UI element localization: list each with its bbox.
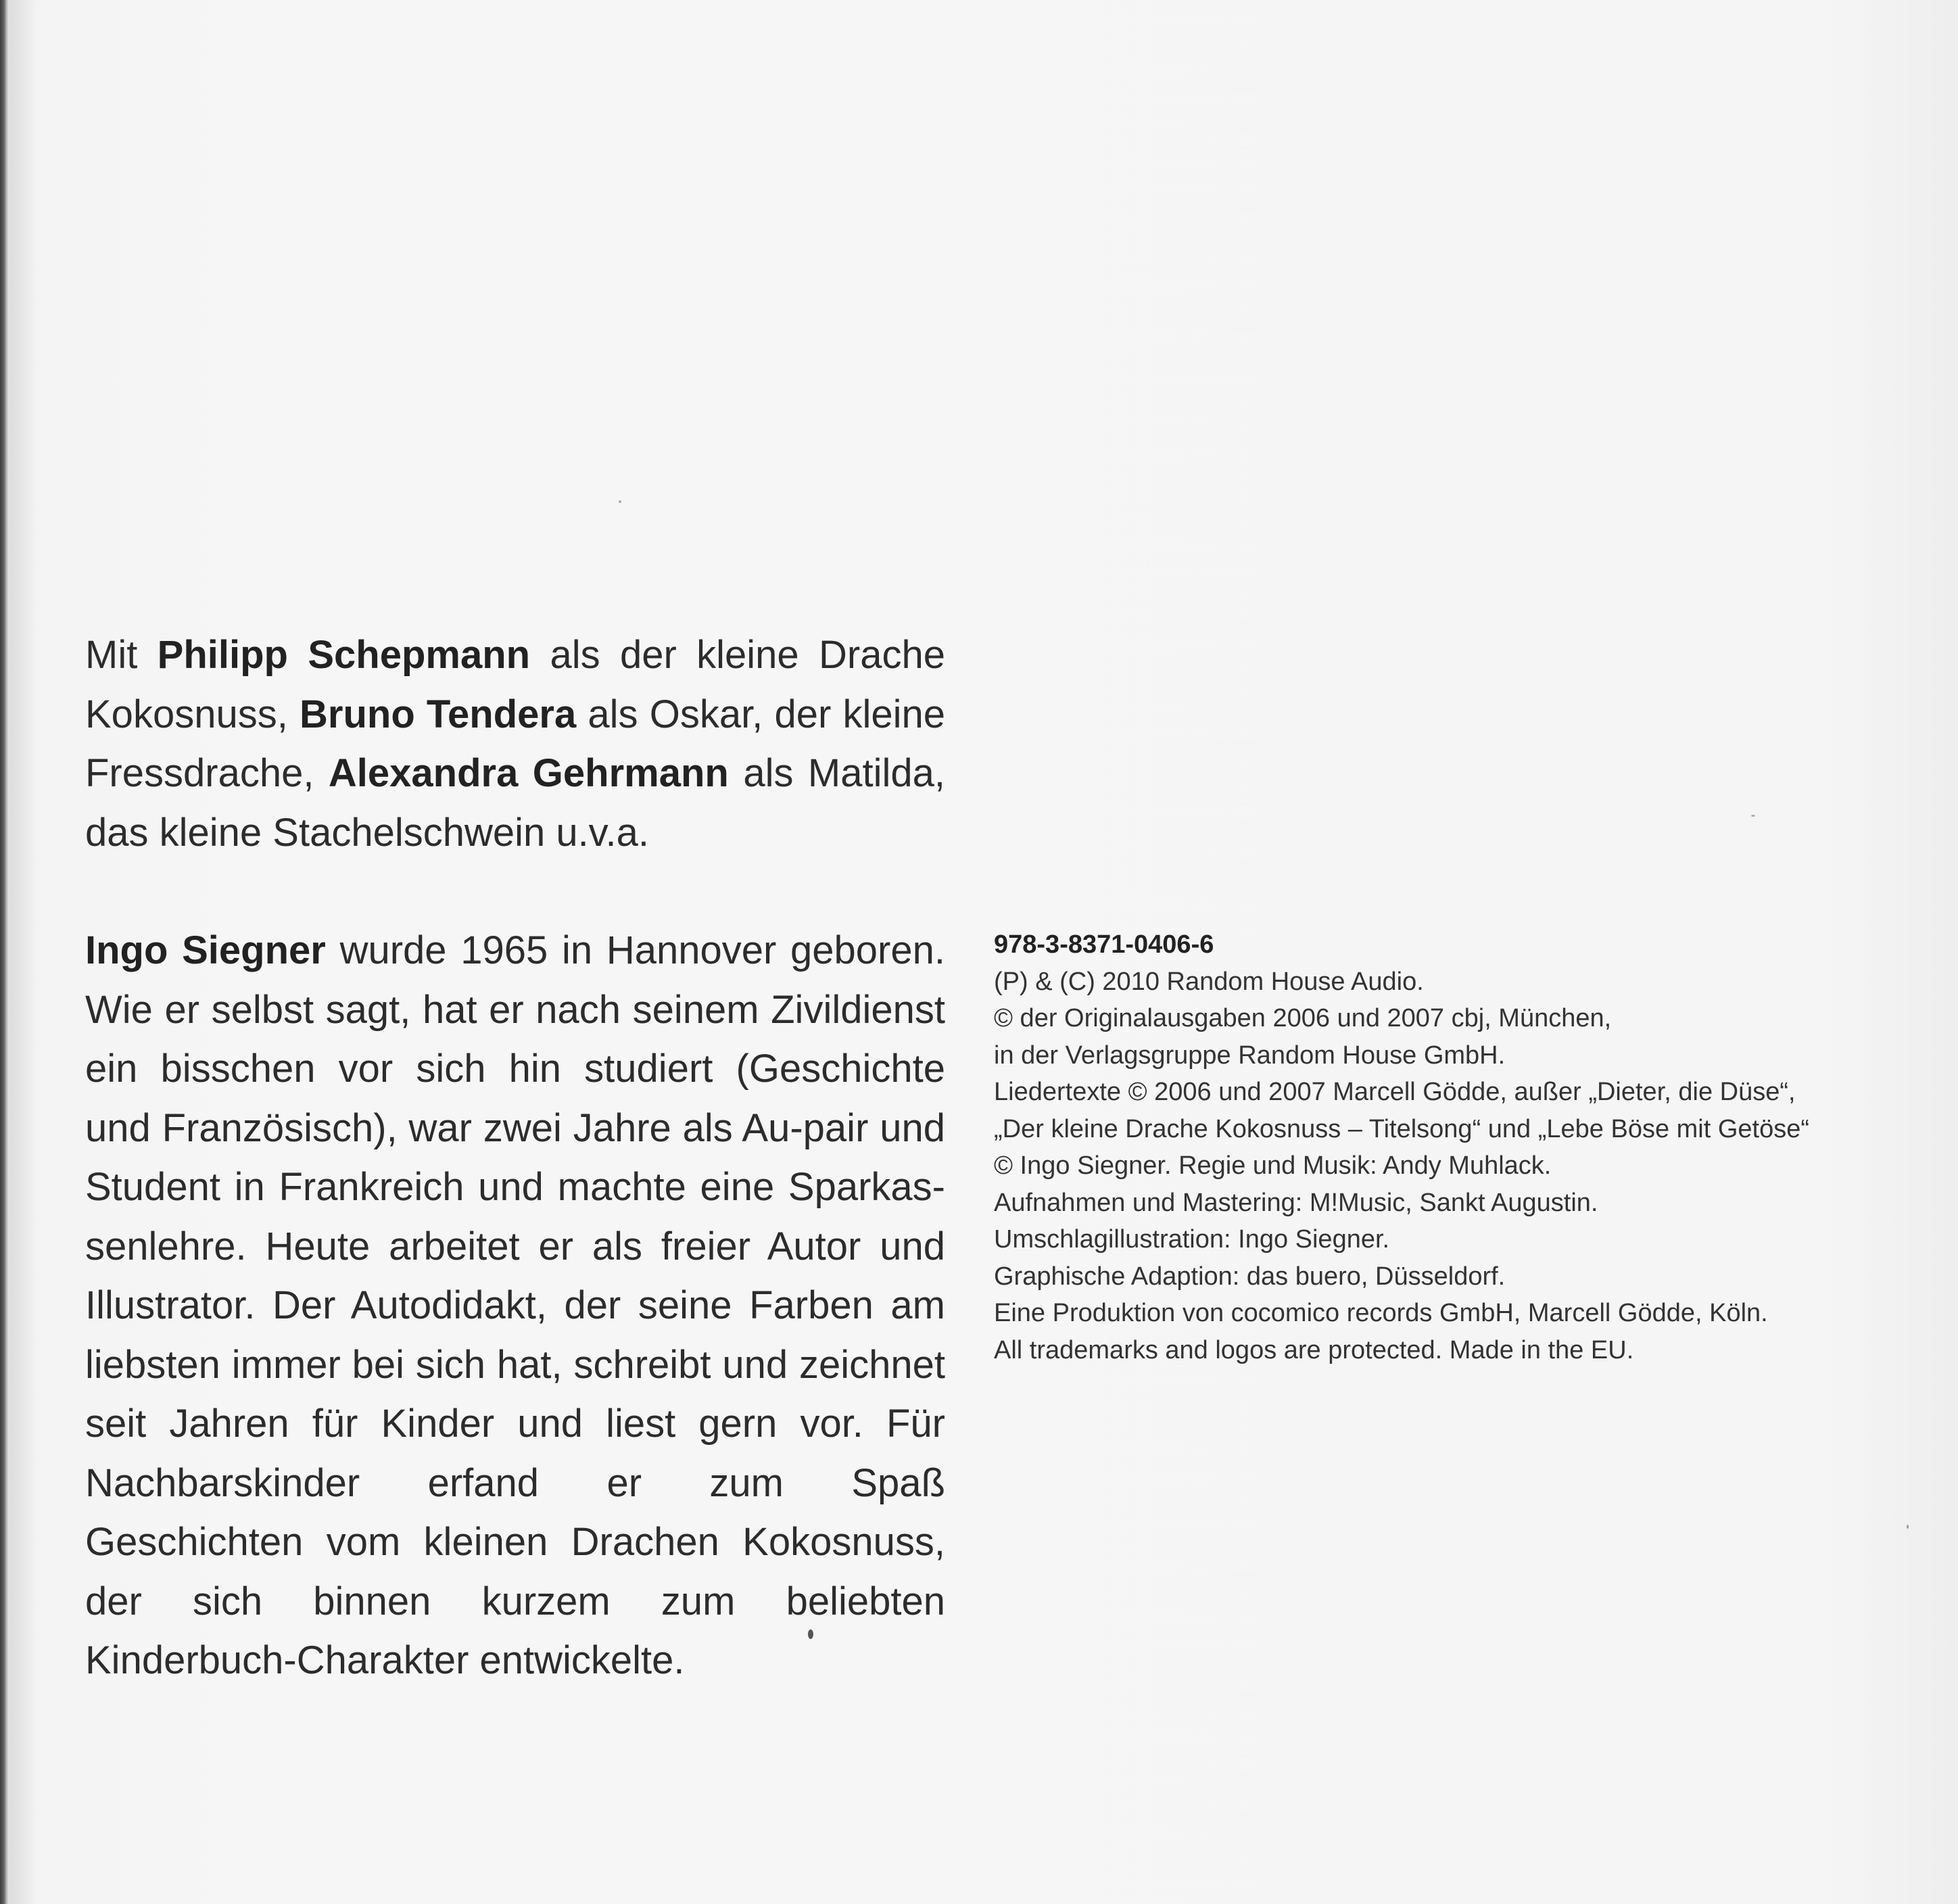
credit-line: in der Verlagsgruppe Random House GmbH. (994, 1041, 1506, 1070)
cast-actor-1: Philipp Schepmann (157, 633, 531, 677)
credit-line: © Ingo Siegner. Regie und Musik: Andy Muhlack. (994, 1151, 1552, 1180)
scan-speck (1907, 1525, 1909, 1529)
cast-role-2: als Oskar, der kleine Fressdrache, (85, 692, 945, 795)
page-binding-shadow (9, 0, 37, 1904)
main-text-column (85, 625, 945, 1690)
credit-line: Graphische Adaption: das buero, Düsseldorf. (994, 1262, 1506, 1291)
credit-line: Umschlagillustration: Ingo Siegner. (994, 1225, 1390, 1254)
isbn-number: 978-3-8371-0406-6 (994, 930, 1214, 959)
cast-role-3: als Matilda, das kleine Stachelschwein u.v.a. (85, 751, 945, 855)
credit-line: Liedertexte © 2006 und 2007 Marcell Gödde, außer „Dieter, die Düse“, (994, 1078, 1796, 1106)
cast-paragraph (85, 625, 945, 862)
credit-line: © der Originalausgaben 2006 und 2007 cbj, München, (994, 1004, 1612, 1032)
credit-line: Aufnahmen und Mastering: M!Music, Sankt Augustin. (994, 1188, 1598, 1217)
cast-actor-3: Alexandra Gehrmann (328, 751, 729, 795)
scan-speck (619, 500, 621, 503)
scan-speck (1751, 815, 1755, 817)
cast-intro: Mit (85, 633, 158, 677)
author-bio-text: wurde 1965 in Hannover geboren. Wie er selbst sagt, hat er nach seinem Zivildienst ein bisschen vor sich hin studiert (Geschichte und Französisch), war zwei Jahre als Au-pair und Student in Frankreich und machte eine Sparkas-senlehre. Heute arbeitet er als freier Autor und Illustrator. Der Autodidakt, der seine Farben am liebsten immer bei sich hat, schreibt und zeichnet seit Jahren für Kinder und liest gern vor. Für Nachbarskinder erfand er zum Spaß Geschichten vom kleinen Drachen Kokosnuss, der sich binnen kurzem zum beliebten Kinderbuch-Charakter entwickelte. (85, 928, 945, 1682)
credits-column (994, 926, 1893, 1368)
author-bio-paragraph (85, 921, 945, 1690)
page-binding-edge (0, 0, 9, 1904)
cast-actor-2: Bruno Tendera (300, 692, 577, 736)
credit-line: „Der kleine Drache Kokosnuss – Titelsong“ und „Lebe Böse mit Getöse“ (994, 1114, 1810, 1143)
credit-line: All trademarks and logos are protected. Made in the EU. (994, 1335, 1634, 1364)
cast-role-1: als der kleine Drache Kokosnuss, (85, 633, 945, 736)
credit-line: (P) & (C) 2010 Random House Audio. (994, 967, 1424, 996)
credit-line: Eine Produktion von cocomico records GmbH, Marcell Gödde, Köln. (994, 1299, 1768, 1327)
author-name: Ingo Siegner (85, 928, 326, 972)
